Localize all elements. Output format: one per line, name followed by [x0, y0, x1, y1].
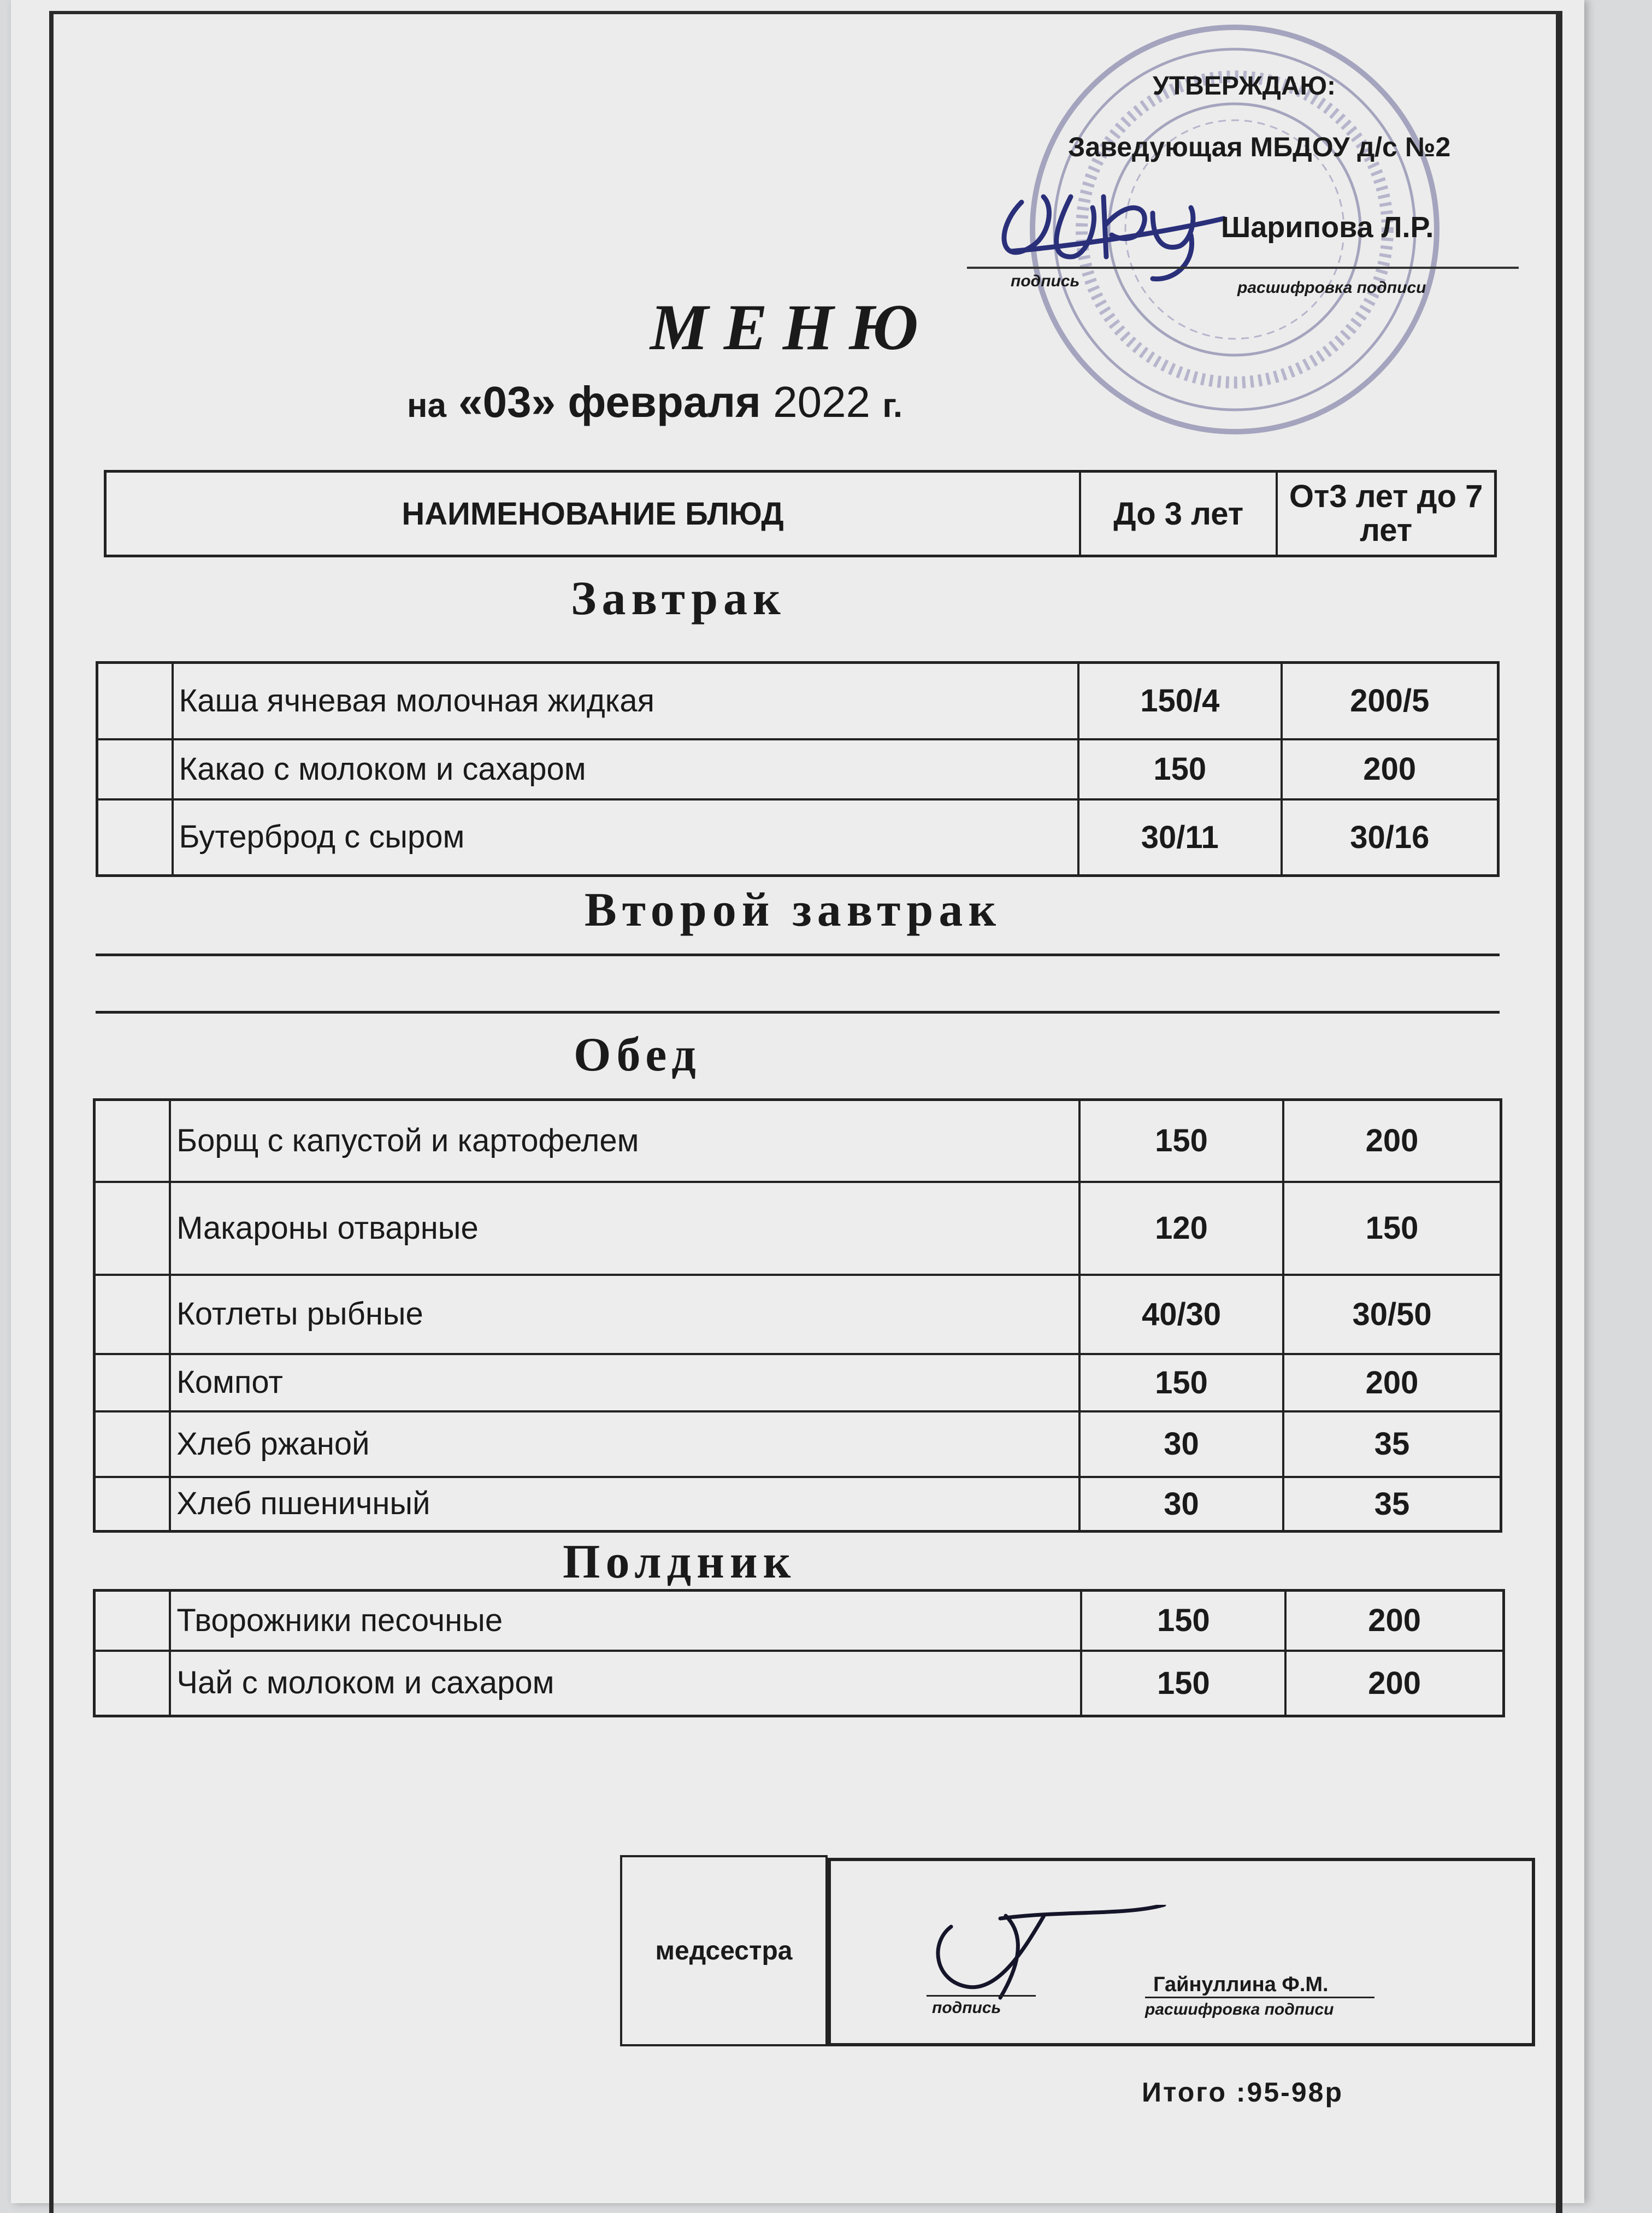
- portion-under-3: 30/11: [1078, 799, 1282, 876]
- section-title-lunch: Обед: [574, 1028, 701, 1081]
- portion-under-3: 30: [1079, 1411, 1283, 1477]
- portion-3-to-7: 35: [1283, 1411, 1501, 1477]
- approval-signature-line: [967, 267, 1519, 269]
- approval-heading: УТВЕРЖДАЮ:: [1153, 72, 1336, 101]
- dish-name: Каша ячневая молочная жидкая: [173, 663, 1078, 739]
- total-price: Итого :95-98р: [1142, 2077, 1343, 2108]
- table-row: [95, 1591, 1504, 1651]
- nurse-signature-cell: [828, 1858, 1535, 2046]
- row-number-cell: [95, 1182, 170, 1275]
- portion-under-3: 150/4: [1078, 663, 1282, 739]
- portion-3-to-7: 35: [1283, 1477, 1501, 1532]
- nurse-signature-icon: [918, 1905, 1170, 2014]
- nurse-label-cell: [620, 1855, 828, 2046]
- dish-name: Хлеб пшеничный: [170, 1477, 1079, 1532]
- row-number-cell: [95, 1477, 170, 1532]
- row-number-cell: [97, 663, 173, 739]
- portion-3-to-7: 200: [1283, 1100, 1501, 1182]
- table-row: [95, 1275, 1501, 1354]
- nurse-sign-line: [927, 1995, 1036, 1997]
- dish-name: Какао с молоком и сахаром: [173, 739, 1078, 799]
- approval-role: Заведующая МБДОУ д/с №2: [1068, 132, 1451, 162]
- portion-under-3: 150: [1081, 1651, 1285, 1716]
- snack-table: [93, 1589, 1505, 1717]
- column-header-3-to-7: От3 лет до 7 лет: [1277, 472, 1495, 556]
- dish-name: Макароны отварные: [170, 1182, 1079, 1275]
- portion-3-to-7: 200: [1282, 739, 1498, 799]
- nurse-label: медсестра: [655, 1936, 793, 1965]
- nurse-caption-decode: расшифровка подписи: [1145, 2000, 1334, 2018]
- approval-caption-sign: подпись: [1011, 272, 1080, 290]
- portion-under-3: 150: [1081, 1591, 1285, 1651]
- date-day: «03» февраля: [458, 378, 761, 426]
- row-number-cell: [95, 1411, 170, 1477]
- portion-under-3: 40/30: [1079, 1275, 1283, 1354]
- menu-sheet: [11, 0, 1584, 2203]
- menu-header-table: [104, 470, 1497, 557]
- menu-date: [407, 377, 902, 427]
- portion-3-to-7: 30/50: [1283, 1275, 1501, 1354]
- dish-name: Творожники песочные: [170, 1591, 1081, 1651]
- row-number-cell: [95, 1354, 170, 1411]
- section-title-snack: Полдник: [563, 1535, 796, 1588]
- section-title-second-breakfast: Второй завтрак: [585, 884, 1002, 937]
- table-row: [97, 799, 1498, 876]
- table-row: [95, 1182, 1501, 1275]
- portion-under-3: 150: [1078, 739, 1282, 799]
- dish-name: Бутерброд с сыром: [173, 799, 1078, 876]
- portion-under-3: 120: [1079, 1182, 1283, 1275]
- dish-name: Компот: [170, 1354, 1079, 1411]
- table-row: [95, 1411, 1501, 1477]
- portion-3-to-7: 200/5: [1282, 663, 1498, 739]
- portion-3-to-7: 30/16: [1282, 799, 1498, 876]
- dish-name: Котлеты рыбные: [170, 1275, 1079, 1354]
- table-row: [97, 663, 1498, 739]
- lunch-table: [93, 1098, 1502, 1533]
- portion-3-to-7: 200: [1285, 1651, 1503, 1716]
- row-number-cell: [97, 799, 173, 876]
- date-prefix: на: [407, 387, 446, 425]
- row-number-cell: [95, 1651, 170, 1716]
- table-row: [95, 1354, 1501, 1411]
- portion-under-3: 150: [1079, 1100, 1283, 1182]
- table-row: [95, 1100, 1501, 1182]
- table-row: [95, 1651, 1504, 1716]
- director-signature-icon: [989, 164, 1229, 284]
- breakfast-table: [96, 661, 1500, 877]
- page-title: МЕНЮ: [650, 291, 934, 363]
- row-number-cell: [97, 739, 173, 799]
- portion-3-to-7: 200: [1285, 1591, 1503, 1651]
- approval-name: Шарипова Л.Р.: [1221, 211, 1434, 244]
- date-suffix: г.: [882, 387, 903, 425]
- portion-under-3: 150: [1079, 1354, 1283, 1411]
- portion-3-to-7: 200: [1283, 1354, 1501, 1411]
- divider: [96, 954, 1500, 956]
- row-number-cell: [95, 1275, 170, 1354]
- table-row: [97, 739, 1498, 799]
- portion-under-3: 30: [1079, 1477, 1283, 1532]
- date-year: 2022: [773, 378, 871, 426]
- nurse-caption-sign: подпись: [932, 1999, 1001, 2017]
- row-number-cell: [95, 1100, 170, 1182]
- portion-3-to-7: 150: [1283, 1182, 1501, 1275]
- dish-name: Чай с молоком и сахаром: [170, 1651, 1081, 1716]
- dish-name: Борщ с капустой и картофелем: [170, 1100, 1079, 1182]
- approval-caption-decode: расшифровка подписи: [1237, 279, 1426, 297]
- row-number-cell: [95, 1591, 170, 1651]
- table-row: [95, 1477, 1501, 1532]
- dish-name: Хлеб ржаной: [170, 1411, 1079, 1477]
- nurse-name: Гайнуллина Ф.М.: [1153, 1973, 1329, 1996]
- divider: [96, 1011, 1500, 1014]
- nurse-decode-line: [1145, 1997, 1374, 1998]
- section-title-breakfast: Завтрак: [571, 572, 786, 625]
- column-header-name: НАИМЕНОВАНИЕ БЛЮД: [105, 472, 1081, 556]
- column-header-under-3: До 3 лет: [1080, 472, 1277, 556]
